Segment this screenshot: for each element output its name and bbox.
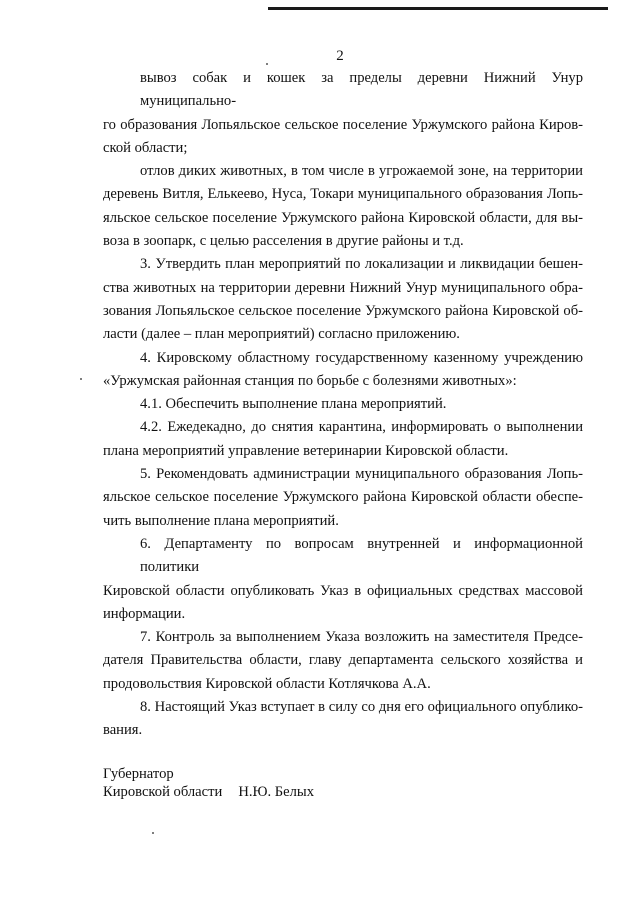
paragraph-item-7 (103, 626, 583, 696)
paragraph-item-3 (103, 253, 583, 346)
text-line: плана мероприятий управление ветеринарии Кировской области. (103, 442, 509, 459)
text-line: 4.1. Обеспечить выполнение плана мероприятий. (140, 396, 447, 413)
paragraph-item-4-2 (103, 416, 583, 463)
text-line: 4. Кировскому областному государственному казенному учреждению (140, 349, 583, 366)
signatory-name: Н.Ю. Белых (238, 784, 315, 800)
text-line: «Уржумская районная станция по борьбе с болезнями животных»: (103, 372, 517, 389)
text-line: го образования Лопьяльское сельское поселение Уржумского района Киров- (103, 116, 583, 133)
text-line: ской области; (103, 139, 188, 156)
text-line: информации. (103, 605, 186, 622)
text-line: яльское сельское поселение Уржумского района Кировской области, для вы- (103, 209, 583, 226)
paragraph-item-4 (103, 347, 583, 394)
text-line: вания. (103, 722, 143, 739)
text-line: чить выполнение плана мероприятий. (103, 512, 339, 529)
signatory-region-line (103, 783, 314, 801)
paragraph-item-5 (103, 463, 583, 533)
text-line: 4.2. Ежедекадно, до снятия карантина, информировать о выполнении (140, 419, 583, 436)
paragraph-dogs-cats (103, 67, 583, 160)
text-line: вывоз собак и кошек за пределы деревни Нижний Унур муниципально- (140, 70, 583, 110)
paragraph-item-6 (103, 533, 583, 626)
page-number: 2 (336, 48, 344, 64)
text-line: дателя Правительства области, главу департамента сельского хозяйства и (103, 652, 583, 669)
text-line: воза в зоопарк, с целью расселения в другие районы и т.д. (103, 233, 464, 250)
text-line: ласти (далее – план мероприятий) согласно приложению. (103, 326, 460, 343)
text-line: деревень Витля, Елькеево, Нуса, Токари муниципального образования Лопь- (103, 186, 583, 203)
scan-speck (80, 378, 82, 380)
scan-speck (152, 832, 154, 834)
text-line: зования Лопьяльское сельское поселение Уржумского района Кировской об- (103, 302, 583, 319)
paragraph-wild-animals (103, 160, 583, 253)
top-rule (268, 7, 608, 10)
text-line: ства животных на территории деревни Нижний Унур муниципального обра- (103, 279, 583, 296)
text-line: 5. Рекомендовать администрации муниципального образования Лопь- (140, 466, 583, 483)
text-line: продовольствия Кировской области Котлячкова А.А. (103, 675, 431, 692)
paragraph-item-4-1 (103, 393, 583, 416)
text-line: 7. Контроль за выполнением Указа возложить на заместителя Предсе- (140, 629, 583, 646)
text-line: Кировской области опубликовать Указ в официальных средствах массовой (103, 582, 583, 599)
signatory-title: Губернатор (103, 766, 174, 782)
signatory-region: Кировской области (103, 784, 223, 800)
text-line: 3. Утвердить план мероприятий по локализации и ликвидации бешен- (140, 256, 583, 273)
signature-block (103, 765, 314, 801)
paragraph-item-8 (103, 696, 583, 743)
document-body (103, 67, 583, 743)
text-line: яльское сельское поселение Уржумского района Кировской области обеспе- (103, 489, 583, 506)
text-line: 6. Департаменту по вопросам внутренней и информационной политики (140, 535, 583, 576)
text-line: отлов диких животных, в том числе в угрожаемой зоне, на территории (140, 163, 583, 180)
text-line: 8. Настоящий Указ вступает в силу со дня его официального опублико- (140, 699, 583, 716)
